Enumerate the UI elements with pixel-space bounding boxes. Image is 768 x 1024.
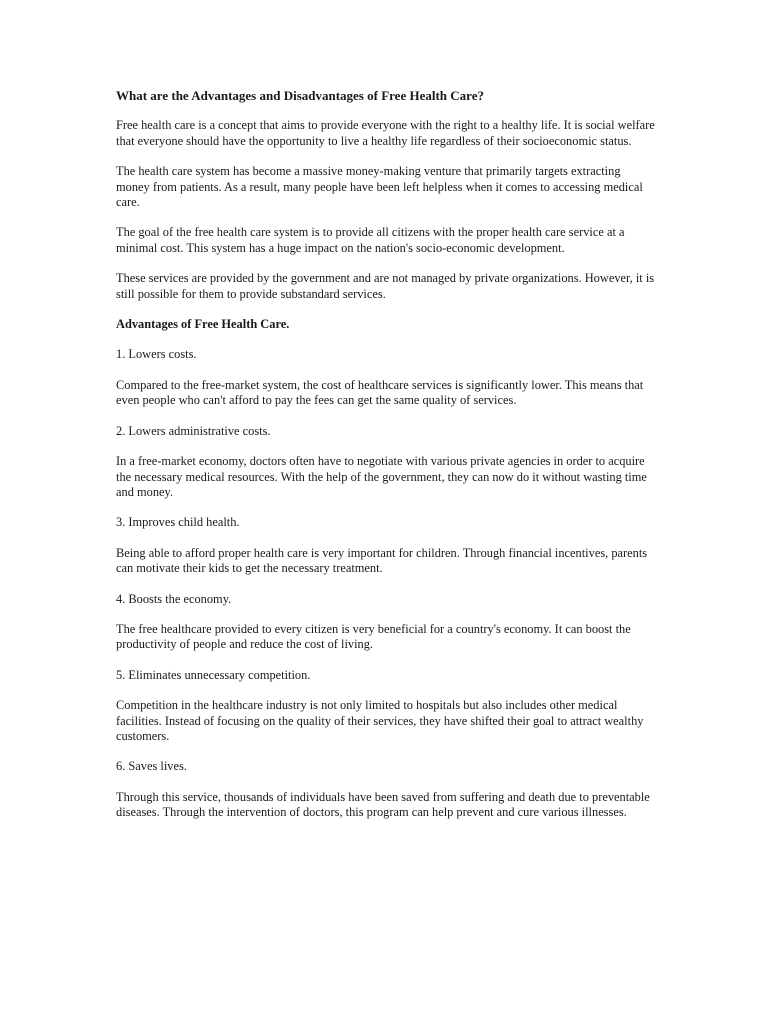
advantage-heading: 3. Improves child health.: [116, 515, 240, 530]
advantage-text: The free healthcare provided to every citizen is very beneficial for a country's economy. It can boost the productivity of people and reduce the cost of living.: [116, 621, 631, 652]
advantage-heading: 4. Boosts the economy.: [116, 591, 232, 606]
advantage-text: Competition in the healthcare industry is not only limited to hospitals but also includes other medical facilities. Instead of focusing on the quality of their services, they have shifted their goal to attract wealthy customers.: [116, 698, 644, 743]
advantage-text: In a free-market economy, doctors often have to negotiate with various private agencies in order to acquire the necessary medical resources. With the help of the government, they can now do it without wasting time and money.: [116, 454, 647, 499]
advantage-text: Through this service, thousands of individuals have been saved from suffering and death due to preventable diseases. Through the intervention of doctors, this program can help prevent and cure various illnesses.: [116, 789, 650, 820]
document-page: [116, 88, 656, 836]
advantage-heading: 5. Eliminates unnecessary competition.: [116, 667, 311, 682]
advantages-heading: Advantages of Free Health Care.: [116, 317, 290, 332]
advantage-heading: 6. Saves lives.: [116, 759, 187, 774]
document-title: What are the Advantages and Disadvantages of Free Health Care?: [116, 88, 484, 103]
intro-paragraph: The goal of the free health care system is to provide all citizens with the proper health care service at a minimal cost. This system has a huge impact on the nation's socio-economic development.: [116, 225, 625, 255]
intro-paragraph: The health care system has become a massive money-making venture that primarily targets extracting money from patients. As a result, many people have been left helpless when it comes to accessing medical care.: [116, 164, 643, 210]
intro-paragraph: Free health care is a concept that aims to provide everyone with the right to a healthy life. It is social welfare that everyone should have the opportunity to live a healthy life regardless of their socioeconomic status.: [116, 118, 655, 148]
advantage-heading: 2. Lowers administrative costs.: [116, 423, 271, 438]
advantage-text: Being able to afford proper health care is very important for children. Through financial incentives, parents can motivate their kids to get the necessary treatment.: [116, 545, 648, 576]
advantage-heading: 1. Lowers costs.: [116, 347, 197, 362]
advantage-text: Compared to the free-market system, the cost of healthcare services is significantly lower. This means that even people who can't afford to pay the fees can get the same quality of services.: [116, 377, 644, 408]
intro-paragraph: These services are provided by the government and are not managed by private organizations. However, it is still possible for them to provide substandard services.: [116, 271, 655, 301]
